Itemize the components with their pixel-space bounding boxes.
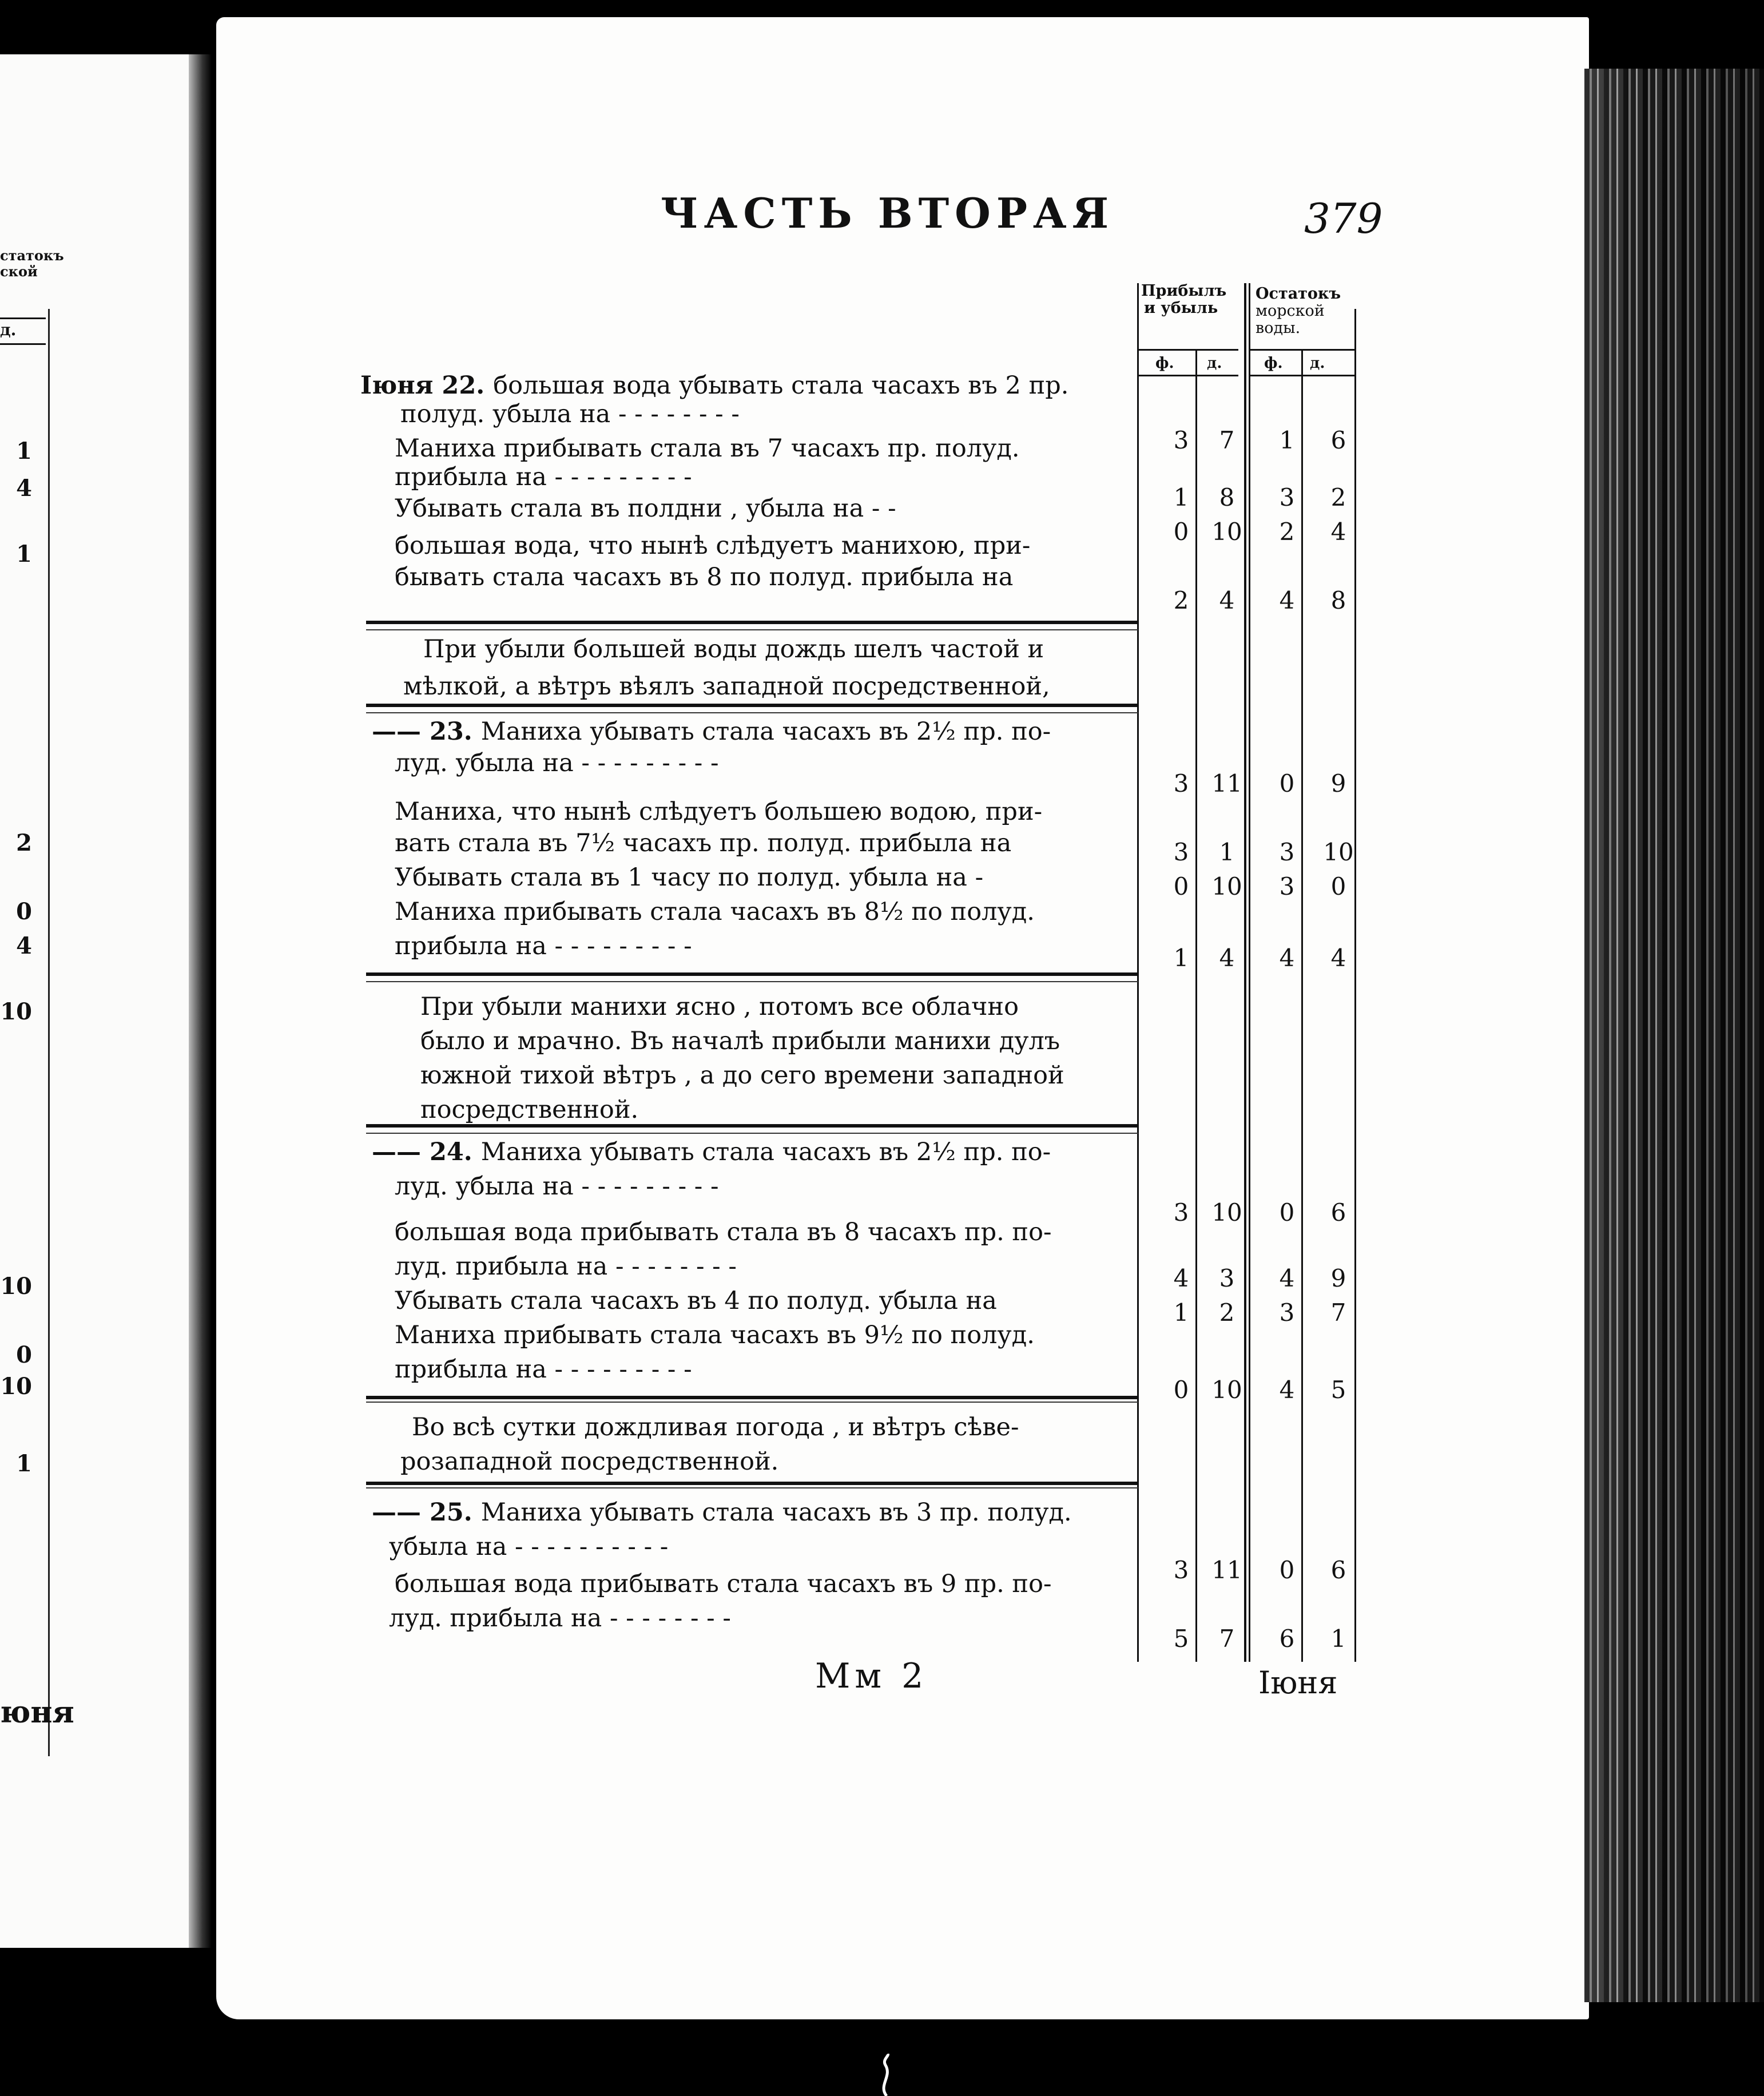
remain-inches-value: 0 — [1330, 872, 1346, 900]
remain-feet-value: 4 — [1279, 944, 1295, 972]
left-page-number: 0 — [16, 1341, 32, 1368]
entry-text-line — [395, 749, 719, 777]
column-rule — [1195, 349, 1197, 1662]
entry-text-line — [372, 718, 1051, 745]
left-page-number: 2 — [16, 829, 32, 856]
entry-text: полуд. убыла на - - - - - - - - — [400, 400, 740, 428]
remain-feet-value: 3 — [1279, 872, 1295, 900]
change-feet-value: 3 — [1173, 838, 1189, 866]
change-feet-value: 2 — [1173, 586, 1189, 614]
weather-note-line: Во всѣ сутки дождливая погода , и вѣтръ сѣве- — [412, 1413, 1019, 1442]
change-inches-value: 10 — [1211, 518, 1242, 546]
change-inches-value: 11 — [1211, 769, 1242, 797]
remain-feet-value: 1 — [1279, 426, 1295, 454]
left-page-rule — [0, 343, 46, 345]
change-feet-value: 3 — [1173, 426, 1189, 454]
entry-text: большая вода убывать стала часахъ въ 2 пр. — [493, 371, 1069, 400]
left-page-number: 4 — [16, 932, 32, 959]
change-inches-value: 3 — [1219, 1264, 1235, 1292]
entry-text: Маниха убывать стала часахъ въ 2½ пр. по- — [480, 717, 1051, 746]
entry-text-line — [389, 1533, 668, 1561]
change-inches-value: 2 — [1219, 1299, 1235, 1327]
entry-text-line — [395, 495, 896, 522]
remain-inches-value: 6 — [1330, 1556, 1346, 1584]
change-column-head-line1: Прибылъ — [1141, 282, 1227, 300]
entry-text: Убывать стала въ 1 часу по полуд. убыла на - — [395, 863, 984, 892]
change-inches-value: 7 — [1219, 1625, 1235, 1653]
left-page-number: 1 — [16, 541, 32, 567]
entry-text-line — [372, 1499, 1072, 1526]
scan-edge-artifact — [875, 2054, 898, 2096]
change-feet-unit: ф. — [1155, 355, 1174, 372]
entry-text: большая вода прибывать стала часахъ въ 9 пр. по- — [395, 1570, 1052, 1598]
entry-text: Маниха прибывать стала въ 7 часахъ пр. полуд. — [395, 434, 1020, 463]
weather-note-line: мѣлкой, а вѣтръ вѣялъ западной посредственной, — [403, 672, 1050, 701]
remain-feet-unit: ф. — [1264, 355, 1283, 372]
entry-text: Маниха, что нынѣ слѣдуетъ большею водою, при- — [395, 797, 1043, 826]
entry-text-line — [395, 898, 1035, 926]
column-rule — [1244, 283, 1246, 1662]
entry-text-line — [400, 400, 740, 428]
weather-note-line: посредственной. — [420, 1095, 639, 1124]
remain-feet-value: 6 — [1279, 1625, 1295, 1653]
left-page-number: 0 — [16, 898, 32, 925]
entry-text-line — [372, 1138, 1051, 1166]
change-inches-value: 4 — [1219, 944, 1235, 972]
entry-text: убыла на - - - - - - - - - - — [389, 1533, 669, 1561]
change-feet-value: 3 — [1173, 769, 1189, 797]
section-rule — [366, 621, 1138, 624]
section-rule-thin — [366, 981, 1138, 982]
entry-text: луд. прибыла на - - - - - - - - — [395, 1252, 737, 1281]
change-feet-value: 3 — [1173, 1556, 1189, 1584]
weather-note-line: При убыли манихи ясно , потомъ все облачно — [420, 993, 1019, 1021]
entry-text: большая вода, что нынѣ слѣдуетъ манихою, при- — [395, 531, 1031, 560]
entry-text-line — [360, 372, 1068, 399]
remain-inches-value: 6 — [1330, 1198, 1346, 1226]
remain-feet-value: 0 — [1279, 769, 1295, 797]
change-inches-value: 10 — [1211, 1198, 1242, 1226]
entry-text-line — [395, 1570, 1052, 1598]
change-inches-value: 4 — [1219, 586, 1235, 614]
remain-feet-value: 0 — [1279, 1198, 1295, 1226]
entry-text: бывать стала часахъ въ 8 по полуд. прибыла на — [395, 563, 1014, 592]
left-page-head-line2: ской — [0, 263, 38, 280]
remain-inches-value: 10 — [1323, 838, 1354, 866]
left-facing-page — [0, 54, 205, 1948]
remain-inches-value: 7 — [1330, 1299, 1346, 1327]
section-rule-thin — [366, 1402, 1138, 1403]
remain-inches-value: 8 — [1330, 586, 1346, 614]
entry-text: Маниха прибывать стала часахъ въ 9½ по полуд. — [395, 1321, 1035, 1349]
change-feet-value: 1 — [1173, 944, 1189, 972]
entry-text: Убывать стала въ полдни , убыла на - - — [395, 494, 896, 523]
column-unit-rule — [1138, 375, 1238, 376]
entry-text-line — [395, 1356, 692, 1383]
entry-text-line — [395, 1321, 1035, 1349]
section-rule-thin — [366, 629, 1138, 630]
remain-column-head-line1: Остатокъ — [1256, 285, 1341, 303]
change-feet-value: 5 — [1173, 1625, 1189, 1653]
remain-inches-value: 5 — [1330, 1376, 1346, 1404]
remain-feet-value: 2 — [1279, 518, 1295, 546]
column-rule — [1354, 309, 1356, 1662]
section-rule — [366, 1124, 1138, 1128]
left-page-unit: д. — [0, 320, 17, 339]
change-inches-unit: д. — [1207, 355, 1222, 372]
remain-inches-value: 4 — [1330, 944, 1346, 972]
change-inches-value: 1 — [1219, 838, 1235, 866]
left-page-catchword: юня — [0, 1695, 74, 1730]
section-rule — [366, 1482, 1138, 1485]
entry-text-line — [395, 532, 1030, 559]
change-feet-value: 4 — [1173, 1264, 1189, 1292]
weather-note-line: южной тихой вѣтръ , а до сего времени западной — [420, 1061, 1064, 1090]
remain-feet-value: 4 — [1279, 586, 1295, 614]
entry-text: прибыла на - - - - - - - - - — [395, 932, 692, 960]
entry-text-line — [395, 1287, 997, 1315]
remain-feet-value: 0 — [1279, 1556, 1295, 1584]
entry-text-line — [389, 1605, 731, 1632]
remain-inches-unit: д. — [1310, 355, 1325, 372]
left-page-number: 10 — [0, 998, 32, 1025]
remain-column-head-line2: морской — [1256, 302, 1325, 320]
page-edge-shade — [1584, 69, 1764, 2002]
entry-text-line — [395, 1173, 719, 1200]
remain-inches-value: 6 — [1330, 426, 1346, 454]
section-rule-thin — [366, 1133, 1138, 1134]
change-inches-value: 10 — [1211, 1376, 1242, 1404]
entry-text-line — [395, 435, 1020, 462]
remain-feet-value: 3 — [1279, 1299, 1295, 1327]
change-feet-value: 1 — [1173, 1299, 1189, 1327]
remain-column-head-line3: воды. — [1256, 319, 1301, 337]
book-gutter — [189, 54, 212, 1948]
section-rule-thin — [366, 1487, 1138, 1488]
change-feet-value: 3 — [1173, 1198, 1189, 1226]
remain-feet-value: 3 — [1279, 483, 1295, 511]
change-feet-value: 1 — [1173, 483, 1189, 511]
remain-inches-value: 4 — [1330, 518, 1346, 546]
weather-note-line: розападной посредственной. — [400, 1447, 779, 1476]
change-column-head-line2: и убыль — [1144, 299, 1218, 317]
catchword: Iюня — [1258, 1665, 1338, 1701]
entry-text-line — [395, 563, 1013, 591]
entry-text-line — [395, 798, 1042, 825]
entry-text: большая вода прибывать стала въ 8 часахъ пр. по- — [395, 1218, 1052, 1247]
left-page-number: 10 — [0, 1273, 32, 1300]
entry-text: Убывать стала часахъ въ 4 по полуд. убыла на — [395, 1287, 997, 1315]
change-inches-value: 10 — [1211, 872, 1242, 900]
entry-date: —— 25. — [372, 1498, 481, 1527]
entry-text: Маниха прибывать стала часахъ въ 8½ по полуд. — [395, 898, 1035, 926]
entry-text: луд. убыла на - - - - - - - - - — [395, 1172, 719, 1201]
section-rule — [366, 1396, 1138, 1399]
entry-text: вать стала въ 7½ часахъ пр. полуд. прибыла на — [395, 829, 1012, 858]
column-head-rule — [1138, 349, 1238, 351]
entry-text: Маниха убывать стала часахъ въ 2½ пр. по- — [480, 1138, 1051, 1166]
column-rule — [1301, 349, 1303, 1662]
entry-text-line — [395, 1253, 737, 1280]
change-feet-value: 0 — [1173, 1376, 1189, 1404]
remain-feet-value: 3 — [1279, 838, 1295, 866]
section-rule — [366, 704, 1138, 707]
entry-text-line — [395, 932, 692, 960]
entry-date: Iюня 22. — [360, 371, 494, 400]
left-page-number: 1 — [16, 438, 32, 465]
change-feet-value: 0 — [1173, 872, 1189, 900]
entry-text-line — [395, 1218, 1052, 1246]
remain-feet-value: 4 — [1279, 1376, 1295, 1404]
left-page-number: 4 — [16, 475, 32, 502]
entry-text: прибыла на - - - - - - - - - — [395, 463, 692, 491]
left-page-column-line — [48, 309, 50, 1756]
page-number: 379 — [1304, 194, 1383, 243]
column-rule — [1249, 283, 1250, 1662]
remain-feet-value: 4 — [1279, 1264, 1295, 1292]
change-inches-value: 8 — [1219, 483, 1235, 511]
left-page-number: 1 — [16, 1450, 32, 1477]
change-feet-value: 0 — [1173, 518, 1189, 546]
left-page-rule — [0, 317, 46, 319]
remain-inches-value: 9 — [1330, 1264, 1346, 1292]
entry-date: —— 24. — [372, 1138, 481, 1166]
entry-text: Маниха убывать стала часахъ въ 3 пр. полуд. — [480, 1498, 1072, 1527]
remain-inches-value: 9 — [1330, 769, 1346, 797]
entry-text-line — [395, 864, 983, 891]
left-page-head-line1: статокъ — [0, 247, 64, 264]
running-title: ЧАСТЬ ВТОРАЯ — [661, 189, 1115, 237]
entry-text: луд. прибыла на - - - - - - - - — [389, 1604, 731, 1633]
entry-date: —— 23. — [372, 717, 481, 746]
signature-mark: Мм 2 — [815, 1656, 928, 1696]
change-inches-value: 11 — [1211, 1556, 1242, 1584]
section-rule-thin — [366, 712, 1138, 713]
left-page-number: 10 — [0, 1373, 32, 1400]
change-inches-value: 7 — [1219, 426, 1235, 454]
weather-note-line: было и мрачно. Въ началѣ прибыли манихи дулъ — [420, 1027, 1060, 1055]
remain-inches-value: 1 — [1330, 1625, 1346, 1653]
entry-text-line — [395, 829, 1011, 857]
weather-note-line: При убыли большей воды дождь шелъ частой и — [423, 635, 1044, 664]
entry-text-line — [395, 463, 692, 491]
entry-text: луд. убыла на - - - - - - - - - — [395, 749, 719, 777]
remain-inches-value: 2 — [1330, 483, 1346, 511]
section-rule — [366, 972, 1138, 976]
entry-text: прибыла на - - - - - - - - - — [395, 1355, 692, 1384]
